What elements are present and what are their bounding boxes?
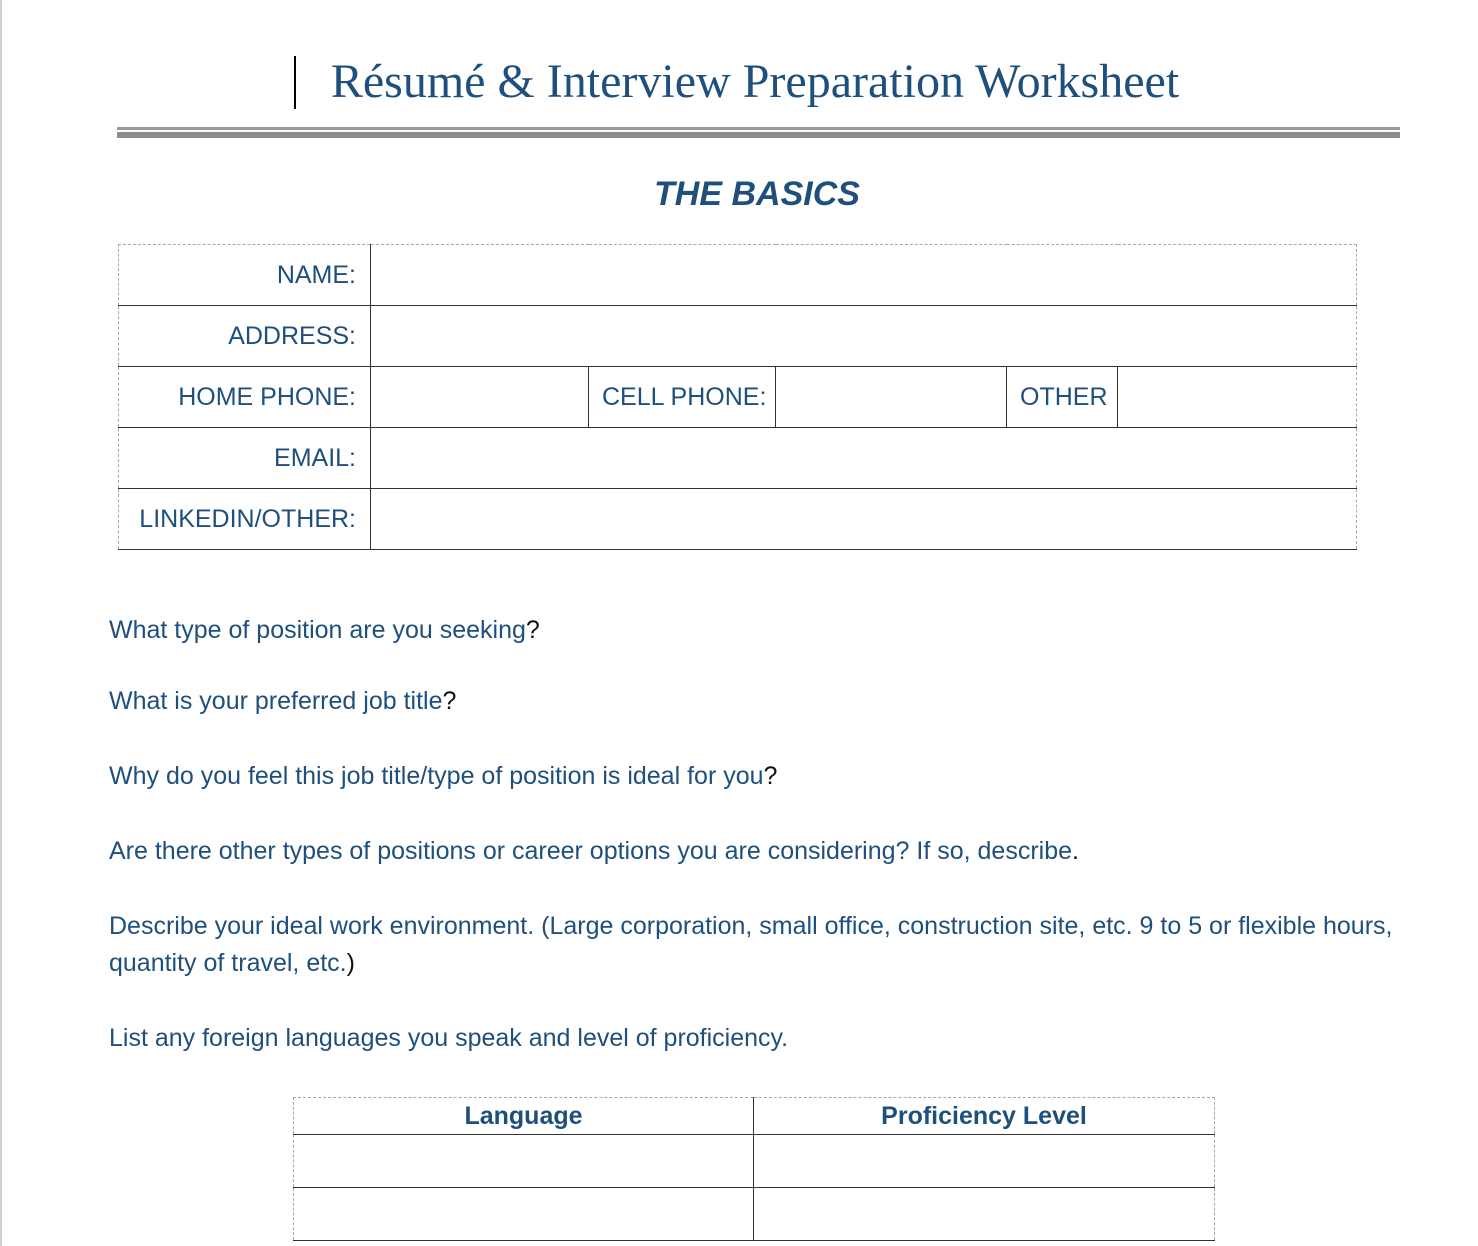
- table-row: [294, 1188, 1215, 1241]
- question-text: Describe your ideal work environment. (Large corporation, small office, construction site, etc. 9 to 5 or flexible hours, quantity of travel, etc.: [109, 912, 1393, 977]
- table-row-email: [119, 428, 1357, 489]
- language-cell[interactable]: [294, 1188, 754, 1241]
- cell-phone-field[interactable]: [776, 367, 1007, 428]
- table-row-address: [119, 306, 1357, 367]
- table-row-linkedin: [119, 489, 1357, 550]
- question-ideal-reason[interactable]: [109, 758, 1409, 795]
- table-row-phones: [119, 367, 1357, 428]
- question-position-type[interactable]: [109, 612, 1409, 649]
- question-punctuation: ?: [763, 762, 778, 790]
- cell-phone-label: CELL PHONE:: [589, 367, 776, 428]
- other-phone-label: OTHER: [1007, 367, 1118, 428]
- name-label: NAME:: [119, 245, 371, 306]
- title-divider-thick-line: [117, 132, 1400, 138]
- home-phone-label: HOME PHONE:: [119, 367, 371, 428]
- question-text: What type of position are you seeking: [109, 616, 526, 644]
- title-divider-thin-line: [117, 127, 1400, 130]
- proficiency-column-header: Proficiency Level: [754, 1098, 1215, 1135]
- question-text: Are there other types of positions or career options you are considering? If so, describe: [109, 837, 1073, 865]
- section-heading-basics: THE BASICS: [654, 175, 860, 213]
- name-field[interactable]: [371, 245, 1357, 306]
- table-row: [294, 1135, 1215, 1188]
- proficiency-cell[interactable]: [754, 1188, 1215, 1241]
- languages-header-row: [294, 1098, 1215, 1135]
- language-cell[interactable]: [294, 1135, 754, 1188]
- question-punctuation: ?: [442, 687, 457, 715]
- home-phone-field[interactable]: [371, 367, 589, 428]
- languages-table: [293, 1097, 1215, 1241]
- address-field[interactable]: [371, 306, 1357, 367]
- question-text: Why do you feel this job title/type of position is ideal for you: [109, 762, 764, 790]
- question-job-title[interactable]: [109, 683, 1409, 720]
- email-label: EMAIL:: [119, 428, 371, 489]
- document-title[interactable]: Résumé & Interview Preparation Worksheet: [330, 55, 1180, 108]
- question-other-options[interactable]: [109, 833, 1409, 870]
- question-text: List any foreign languages you speak and level of proficiency.: [109, 1024, 789, 1052]
- proficiency-cell[interactable]: [754, 1135, 1215, 1188]
- question-punctuation: ): [346, 949, 355, 977]
- table-row-name: [119, 245, 1357, 306]
- question-foreign-languages[interactable]: [109, 1020, 1409, 1057]
- question-punctuation: .: [1072, 837, 1079, 865]
- question-work-environment[interactable]: [109, 908, 1399, 982]
- address-label: ADDRESS:: [119, 306, 371, 367]
- basics-table: [118, 244, 1357, 550]
- text-cursor: [294, 56, 296, 109]
- linkedin-field[interactable]: [371, 489, 1357, 550]
- question-text: What is your preferred job title: [109, 687, 443, 715]
- linkedin-label: LINKEDIN/OTHER:: [119, 489, 371, 550]
- email-field[interactable]: [371, 428, 1357, 489]
- language-column-header: Language: [294, 1098, 754, 1135]
- other-phone-field[interactable]: [1118, 367, 1357, 428]
- title-divider: [117, 127, 1400, 139]
- question-punctuation: ?: [525, 616, 540, 644]
